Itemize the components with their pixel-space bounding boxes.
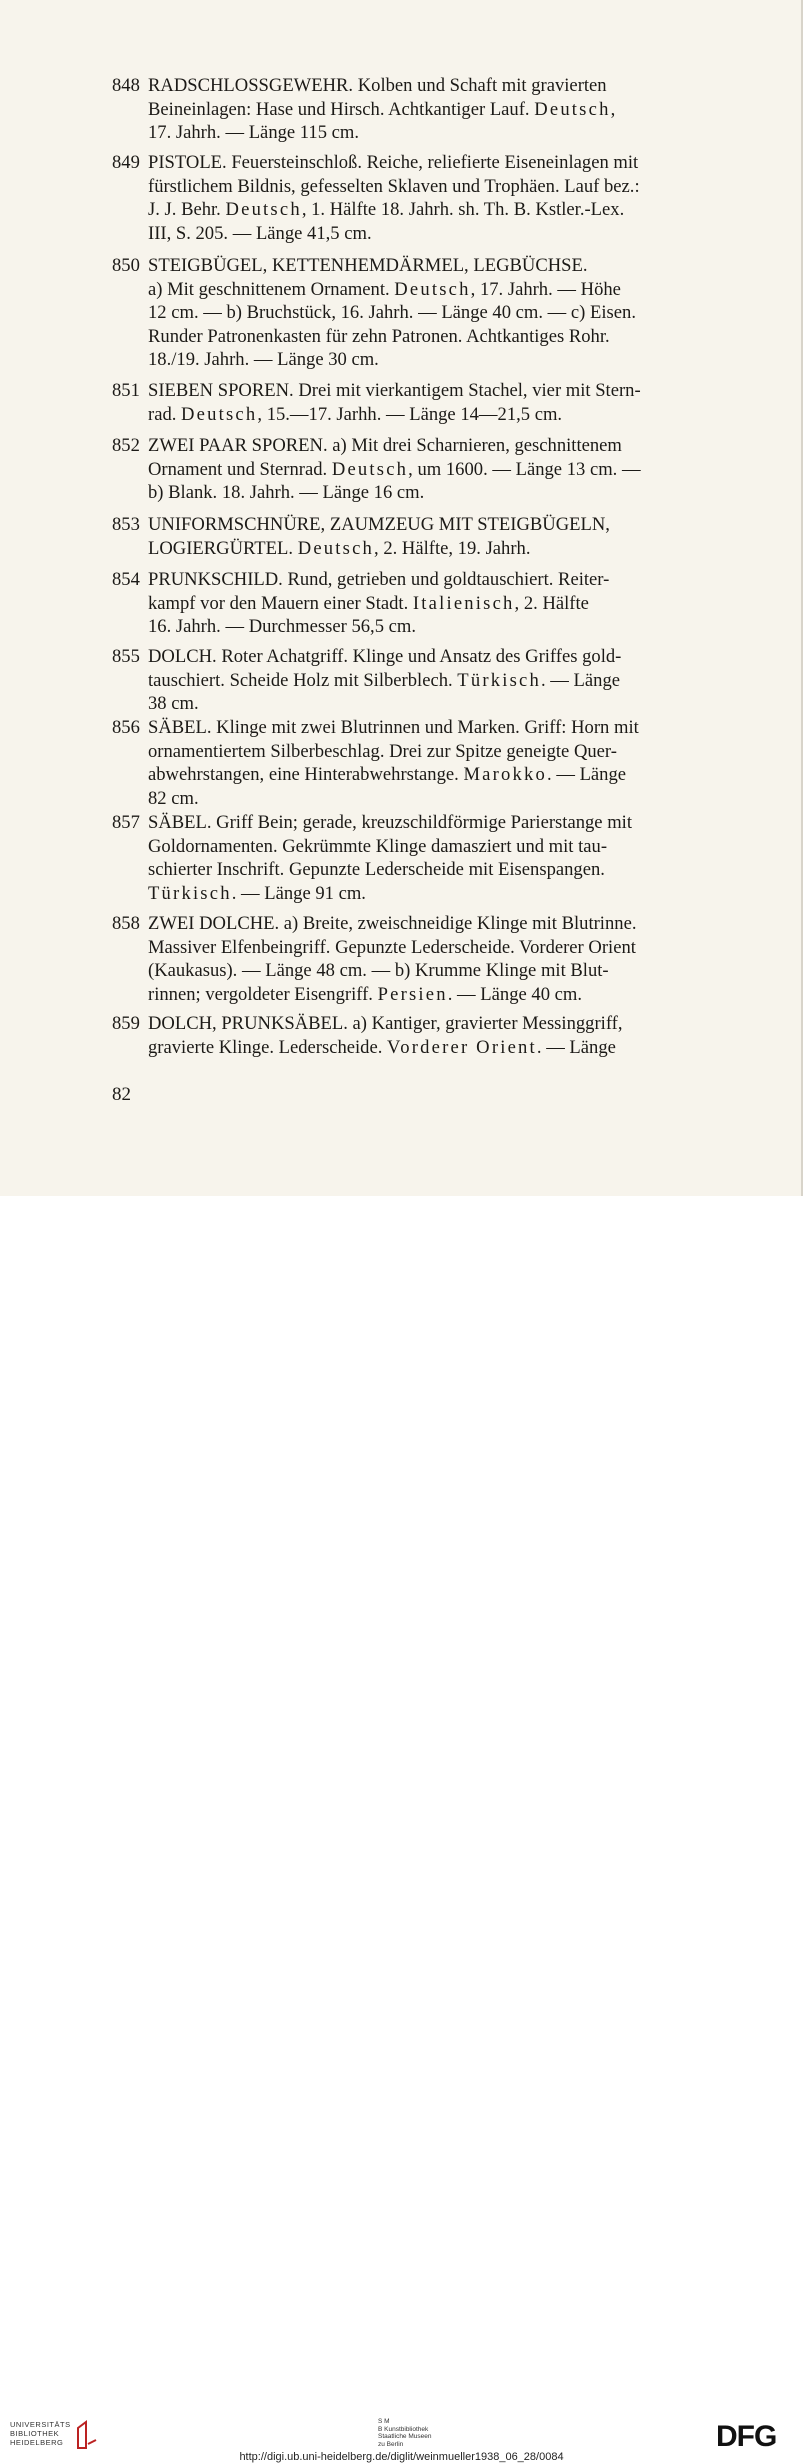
- entry-line: . — Länge: [547, 764, 627, 785]
- origin-spaced: Vorderer Orient: [387, 1036, 537, 1058]
- page-number: 82: [112, 1084, 131, 1105]
- origin-spaced: Türkisch: [457, 669, 541, 691]
- catalog-entry-851: [112, 379, 720, 426]
- entry-line: 38 cm.: [148, 693, 199, 714]
- entry-line: (Kaukasus). — Länge 48 cm. — b) Krumme Klinge mit Blut-: [148, 960, 609, 981]
- entry-line: , 1. Hälfte 18. Jahrh. sh. Th. B. Kstler.-Lex.: [301, 199, 625, 220]
- entry-line: Ornament und Sternrad.: [148, 458, 332, 480]
- catalog-entry-853: [112, 513, 720, 560]
- entry-line: 12 cm. — b) Bruchstück, 16. Jahrh. — Länge 40 cm. — c) Eisen.: [148, 302, 636, 323]
- entry-number: 850: [112, 255, 140, 276]
- scanned-page: [0, 0, 803, 1196]
- catalog-entry-855: [112, 645, 720, 716]
- entry-line: ornamentiertem Silberbeschlag. Drei zur Spitze geneigte Quer-: [148, 740, 617, 762]
- entry-line: Beineinlagen: Hase und Hirsch. Achtkantiger Lauf.: [148, 98, 535, 120]
- entry-line: rinnen; vergoldeter Eisengriff.: [148, 983, 378, 1005]
- entry-line: tauschiert. Scheide Holz mit Silberblech.: [148, 669, 458, 691]
- entry-line: ,: [610, 98, 616, 120]
- entry-line: . — Länge 40 cm.: [447, 983, 583, 1005]
- entry-line: schierter Inschrift. Gepunzte Lederscheide mit Eisenspangen.: [148, 859, 605, 880]
- catalog-entry-850: [112, 254, 720, 372]
- origin-spaced: Deutsch: [181, 403, 258, 425]
- catalog-entry-856: [112, 716, 720, 810]
- entry-line: 17. Jahrh. — Länge 115 cm.: [148, 122, 360, 143]
- entry-line: b) Blank. 18. Jahrh. — Länge 16 cm.: [148, 482, 425, 503]
- entry-number: 852: [112, 435, 140, 456]
- entry-line: , um 1600. — Länge 13 cm. —: [408, 458, 641, 480]
- entry-number: 856: [112, 717, 140, 738]
- entry-line: Runder Patronenkasten für zehn Patronen. Achtkantiges Rohr.: [148, 325, 610, 347]
- entry-line: Goldornamenten. Gekrümmte Klinge damasziert und mit tau-: [148, 835, 608, 857]
- source-url[interactable]: http://digi.ub.uni-heidelberg.de/diglit/weinmueller1938_06_28/0084: [239, 2451, 564, 2463]
- origin-spaced: Deutsch: [394, 278, 471, 300]
- university-logo-icon: [74, 2418, 100, 2450]
- entry-line: fürstlichem Bildnis, gefesselten Sklaven und Trophäen. Lauf bez.:: [148, 175, 640, 197]
- entry-line: ZWEI DOLCHE. a) Breite, zweischneidige Klinge mit Blutrinne.: [148, 913, 637, 934]
- entry-line: . — Länge 91 cm.: [231, 882, 366, 904]
- entry-line: PISTOLE. Feuersteinschloß. Reiche, reliefierte Eiseneinlagen mit: [148, 152, 639, 173]
- catalog-entry-859: [112, 1012, 720, 1059]
- entry-number: 858: [112, 913, 140, 934]
- origin-spaced: Türkisch: [148, 882, 232, 904]
- entry-line: kampf vor den Mauern einer Stadt.: [148, 592, 413, 614]
- entry-line: LOGIERGÜRTEL.: [148, 537, 298, 559]
- entry-number: 859: [112, 1013, 140, 1034]
- origin-spaced: Italienisch: [412, 592, 515, 614]
- entry-number: 853: [112, 514, 140, 535]
- entry-line: DOLCH. Roter Achatgriff. Klinge und Ansatz des Griffes gold-: [148, 646, 622, 667]
- entry-number: 848: [112, 75, 140, 96]
- entry-line: , 17. Jahrh. — Höhe: [470, 278, 621, 300]
- entry-line: III, S. 205. — Länge 41,5 cm.: [148, 222, 372, 244]
- entry-line: J. J. Behr.: [148, 199, 226, 220]
- entry-line: SÄBEL. Klinge mit zwei Blutrinnen und Marken. Griff: Horn mit: [148, 717, 639, 738]
- entry-number: 855: [112, 646, 140, 667]
- entry-line: 16. Jahrh. — Durchmesser 56,5 cm.: [148, 616, 417, 637]
- entry-number: 851: [112, 380, 140, 401]
- entry-line: Massiver Elfenbeingriff. Gepunzte Lederscheide. Vorderer Orient: [148, 936, 636, 958]
- entry-line: 82 cm.: [148, 787, 199, 809]
- entry-line: RADSCHLOSSGEWEHR. Kolben und Schaft mit gravierten: [148, 75, 607, 96]
- origin-spaced: Deutsch: [225, 199, 302, 220]
- catalog-entry-857: [112, 811, 720, 905]
- dfg-logo: DFG: [716, 2420, 777, 2453]
- origin-spaced: Deutsch: [534, 98, 611, 120]
- entry-line: rad.: [148, 403, 182, 425]
- digitization-footer: [0, 1196, 803, 2463]
- catalog-entry-854: [112, 568, 720, 639]
- origin-spaced: Deutsch: [297, 537, 375, 559]
- entry-line: , 2. Hälfte: [514, 592, 589, 614]
- entry-line: , 2. Hälfte, 19. Jahrh.: [374, 537, 531, 559]
- entry-line: UNIFORMSCHNÜRE, ZAUMZEUG MIT STEIGBÜGELN,: [148, 514, 610, 535]
- entry-line: 18./19. Jahrh. — Länge 30 cm.: [148, 349, 379, 370]
- museum-stamp: S M B Kunstbibliothek Staatliche Museen zu Berlin: [378, 2418, 432, 2448]
- entry-line: PRUNKSCHILD. Rund, getrieben und goldtauschiert. Reiter-: [148, 569, 610, 590]
- entry-number: 849: [112, 152, 140, 173]
- origin-spaced: Persien: [377, 983, 448, 1005]
- entry-line: SIEBEN SPOREN. Drei mit vierkantigem Stachel, vier mit Stern-: [148, 380, 641, 401]
- entry-line: DOLCH, PRUNKSÄBEL. a) Kantiger, gravierter Messinggriff,: [148, 1013, 623, 1034]
- catalog-entry-849: [112, 151, 720, 245]
- catalog-entry-858: [112, 912, 720, 1006]
- entry-line: STEIGBÜGEL, KETTENHEMDÄRMEL, LEGBÜCHSE.: [148, 255, 588, 276]
- entry-line: a) Mit geschnittenem Ornament.: [148, 278, 395, 300]
- entry-number: 857: [112, 812, 140, 833]
- catalog-entry-852: [112, 434, 720, 505]
- entry-line: . — Länge: [536, 1036, 616, 1058]
- entry-line: gravierte Klinge. Lederscheide.: [148, 1036, 388, 1058]
- entry-number: 854: [112, 569, 140, 590]
- entry-line: , 15.—17. Jarhh. — Länge 14—21,5 cm.: [257, 403, 563, 425]
- entry-line: ZWEI PAAR SPOREN. a) Mit drei Scharnieren, geschnittenem: [148, 435, 622, 456]
- entry-line: SÄBEL. Griff Bein; gerade, kreuzschildförmige Parierstange mit: [148, 812, 632, 833]
- entry-line: abwehrstangen, eine Hinterabwehrstange.: [148, 764, 464, 785]
- origin-spaced: Marokko: [463, 764, 548, 785]
- university-library-label: UNIVERSITÄTS BIBLIOTHEK HEIDELBERG: [10, 2420, 71, 2447]
- entry-line: . — Länge: [541, 669, 620, 691]
- catalog-entry-848: [112, 74, 720, 145]
- origin-spaced: Deutsch: [331, 458, 409, 480]
